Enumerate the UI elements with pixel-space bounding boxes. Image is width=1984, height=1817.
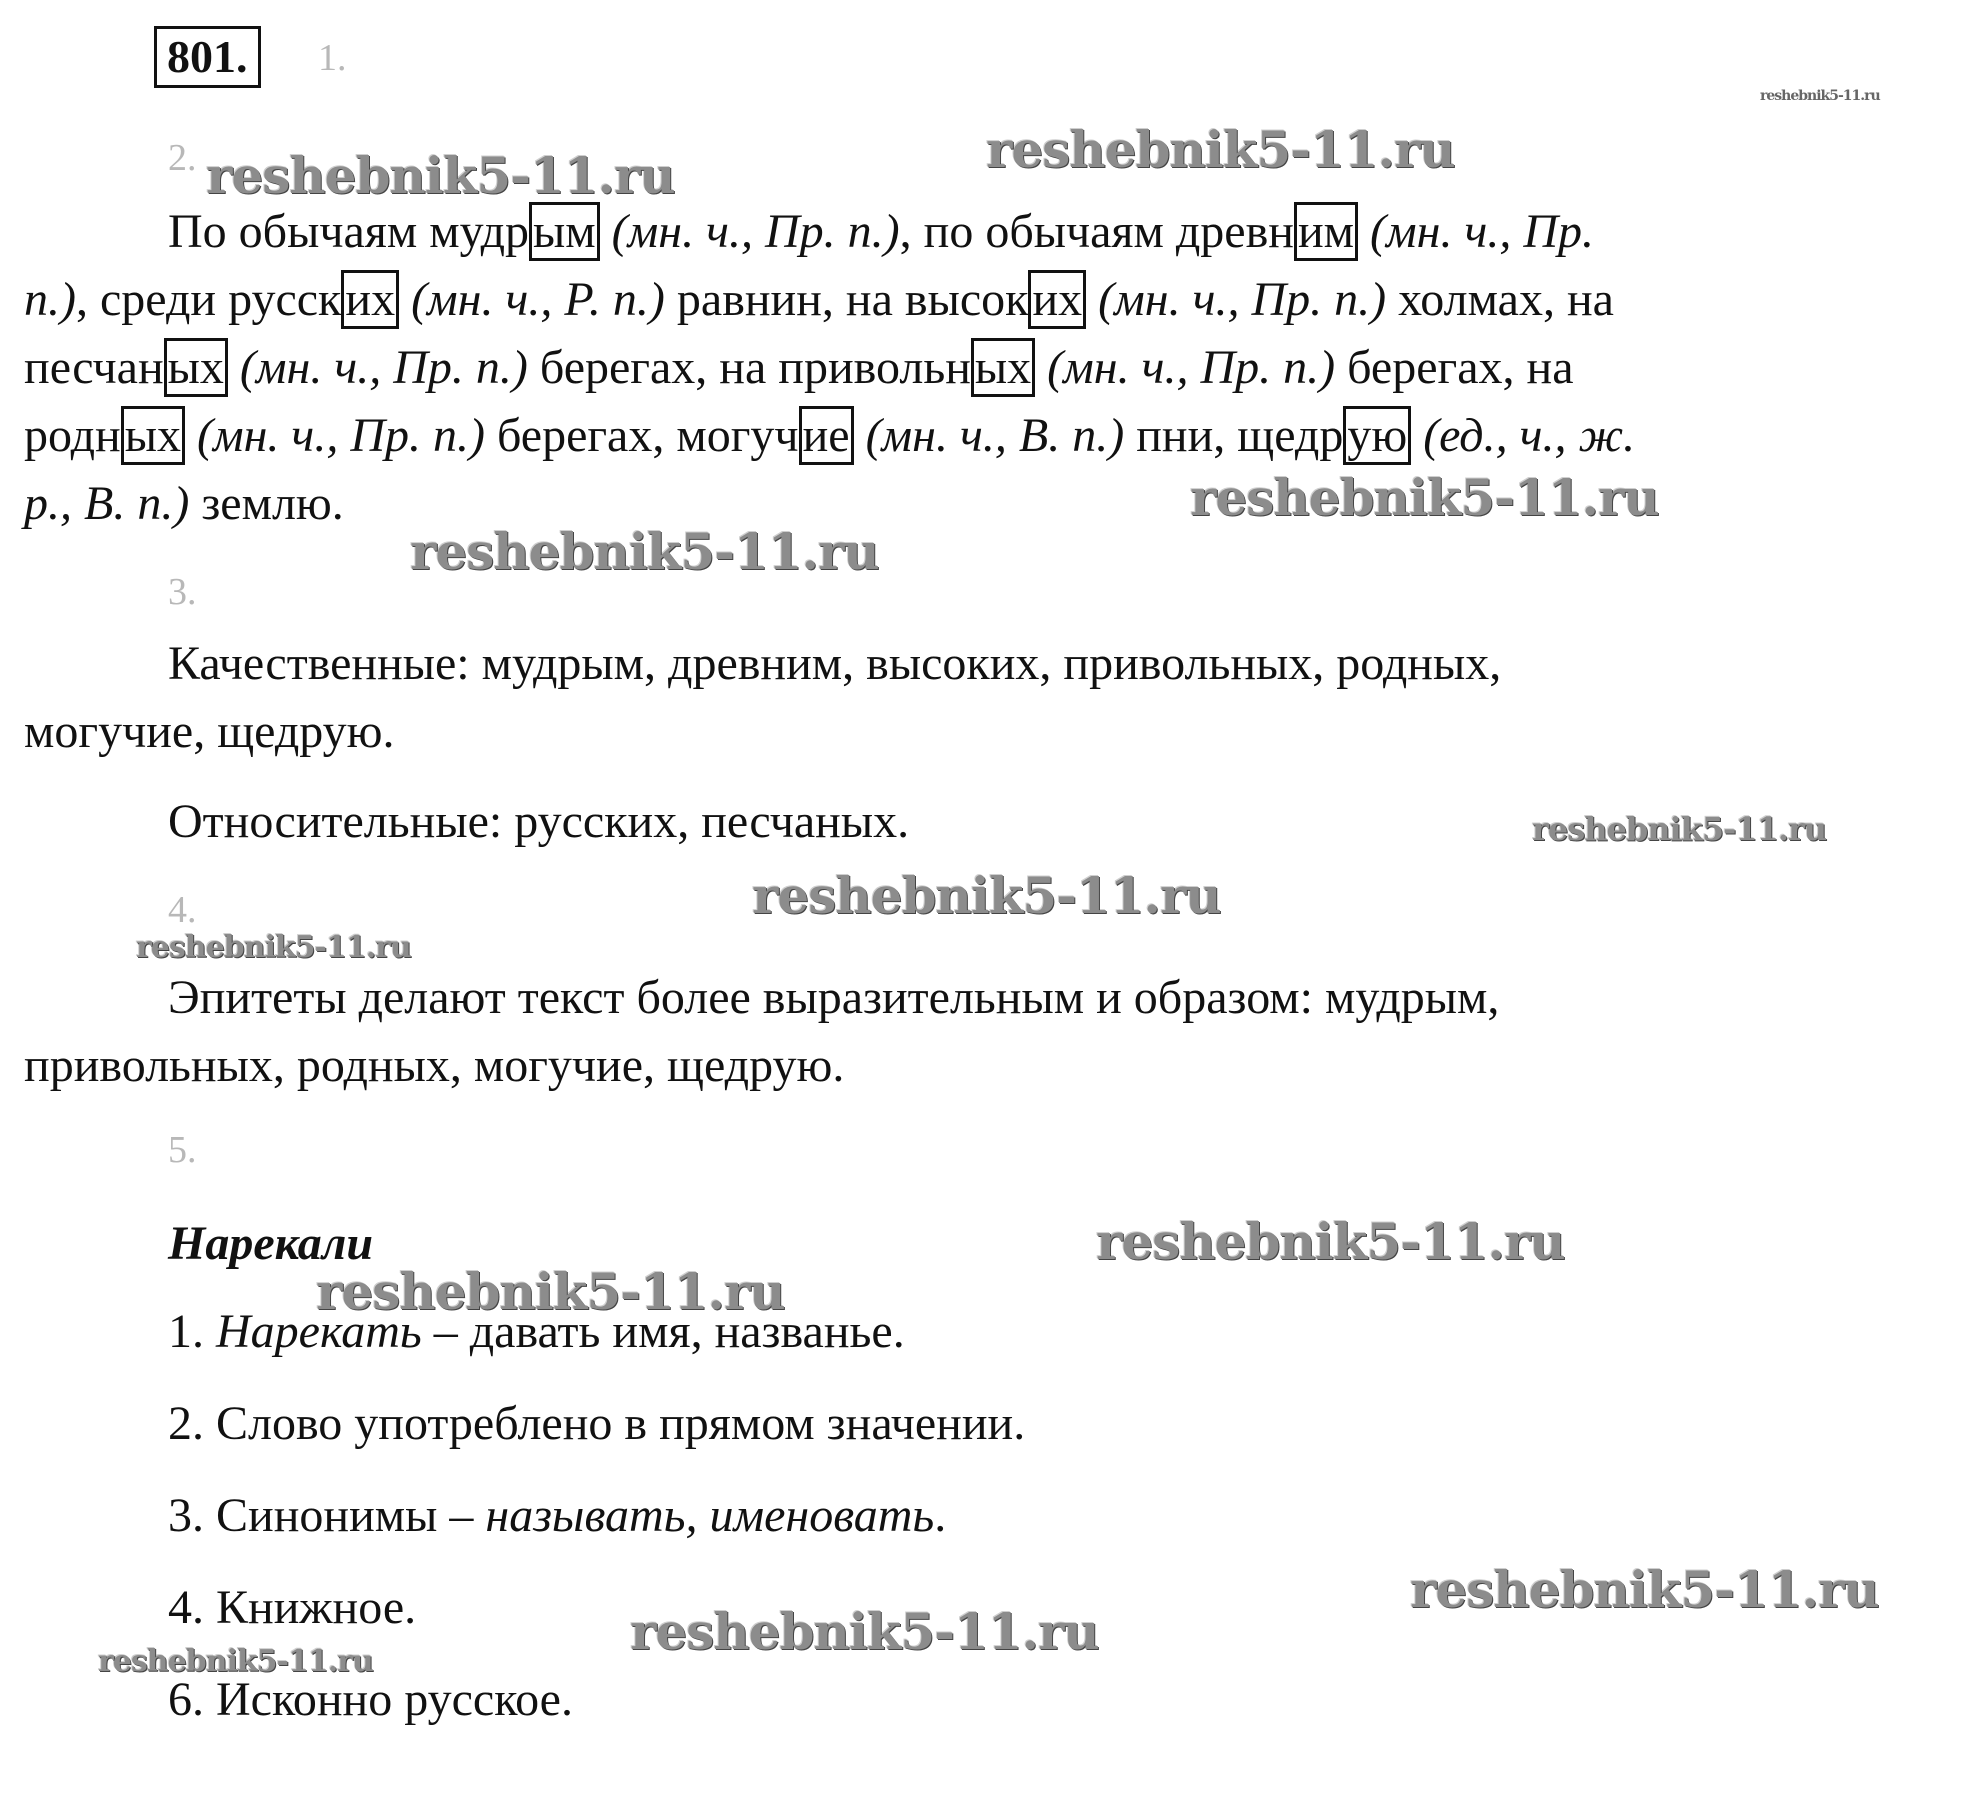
text-run — [1086, 273, 1098, 326]
text-run — [1035, 341, 1047, 394]
section-marker-3: 3. — [168, 571, 197, 613]
watermark: reshebnik5-11.ru — [98, 1644, 373, 1679]
grammar-note: (мн. ч., Пр. п.) — [196, 409, 485, 462]
watermark: reshebnik5-11.ru — [1532, 810, 1827, 848]
grammar-note: (мн. ч., В. п.) — [865, 409, 1125, 462]
analysis-item-2: 2. Слово употреблено в прямом значении. — [168, 1397, 1026, 1450]
text-run — [854, 409, 866, 462]
analysis-item-3: 3. Синонимы – называть, именовать. — [168, 1489, 947, 1542]
text-run: холмах, на — [1386, 273, 1614, 326]
text-run: пни, щедр — [1124, 409, 1344, 462]
text-run: берегах, на привольн — [527, 341, 971, 394]
text-run: равнин, на высок — [664, 273, 1029, 326]
qualitative-adjectives-line: могучие, щедрую. — [24, 705, 395, 758]
exercise-number: 801. — [154, 26, 261, 88]
text-line — [168, 200, 1594, 264]
grammar-note: (мн. ч., Пр. п.) — [611, 205, 900, 258]
text-run: землю. — [189, 477, 344, 530]
grammar-note: (ед., ч., ж. — [1423, 409, 1636, 462]
qualitative-adjectives-line: Качественные: мудрым, древним, высоких, привольных, родных, — [168, 637, 1502, 690]
analysis-item-1: 1. Нарекать – давать имя, названье. — [168, 1305, 905, 1358]
section-marker-2: 2. — [168, 137, 197, 179]
text-run — [1411, 409, 1423, 462]
ending-box: ым — [529, 202, 600, 261]
text-line — [24, 472, 344, 536]
ending-box: ых — [971, 338, 1035, 397]
text-run — [1358, 205, 1370, 258]
grammar-note: р., В. п.) — [24, 477, 190, 530]
ending-box: их — [341, 270, 399, 329]
grammar-note: (мн. ч., Пр. — [1370, 205, 1595, 258]
text-run — [228, 341, 240, 394]
watermark: reshebnik5-11.ru — [1760, 88, 1880, 104]
watermark: reshebnik5-11.ru — [1190, 468, 1659, 527]
relative-adjectives-line: Относительные: русских, песчаных. — [168, 795, 910, 848]
grammar-note: (мн. ч., Пр. п.) — [1047, 341, 1336, 394]
section-marker-4: 4. — [168, 889, 197, 931]
text-run — [399, 273, 411, 326]
section-marker-1: 1. — [318, 37, 347, 79]
ending-box: их — [1028, 270, 1086, 329]
ending-box: ую — [1343, 406, 1411, 465]
watermark: reshebnik5-11.ru — [1096, 1212, 1565, 1271]
watermark: reshebnik5-11.ru — [206, 146, 675, 205]
text-line — [24, 268, 1614, 332]
text-run — [185, 409, 197, 462]
text-run — [600, 205, 612, 258]
epithets-line: привольных, родных, могучие, щедрую. — [24, 1039, 845, 1092]
grammar-note: (мн. ч., Пр. п.) — [1098, 273, 1387, 326]
text-line — [24, 336, 1574, 400]
text-run: , по обычаям древн — [899, 205, 1294, 258]
watermark: reshebnik5-11.ru — [986, 120, 1455, 179]
grammar-note: (мн. ч., Р. п.) — [411, 273, 665, 326]
watermark: reshebnik5-11.ru — [1410, 1560, 1879, 1619]
text-run: родн — [24, 409, 121, 462]
text-run: , среди русск — [75, 273, 342, 326]
watermark: reshebnik5-11.ru — [752, 866, 1221, 925]
grammar-note: (мн. ч., Пр. п.) — [239, 341, 528, 394]
analysis-item-4: 4. Книжное. — [168, 1581, 417, 1634]
ending-box: им — [1294, 202, 1358, 261]
text-run: песчан — [24, 341, 164, 394]
ending-box: ых — [121, 406, 185, 465]
ending-box: ых — [164, 338, 228, 397]
watermark: reshebnik5-11.ru — [410, 522, 879, 581]
word-heading: Нарекали — [168, 1217, 374, 1270]
section-marker-5: 5. — [168, 1129, 197, 1171]
ending-box: ие — [799, 406, 854, 465]
text-run: берегах, могуч — [484, 409, 799, 462]
text-run: берегах, на — [1335, 341, 1574, 394]
epithets-line: Эпитеты делают текст более выразительным и образом: мудрым, — [168, 971, 1500, 1024]
watermark: reshebnik5-11.ru — [136, 930, 411, 965]
analysis-item-6: 6. Исконно русское. — [168, 1673, 573, 1726]
text-line — [24, 404, 1635, 468]
watermark: reshebnik5-11.ru — [316, 1262, 785, 1321]
text-run: По обычаям мудр — [168, 205, 530, 258]
watermark: reshebnik5-11.ru — [630, 1602, 1099, 1661]
grammar-note: п.) — [24, 273, 76, 326]
